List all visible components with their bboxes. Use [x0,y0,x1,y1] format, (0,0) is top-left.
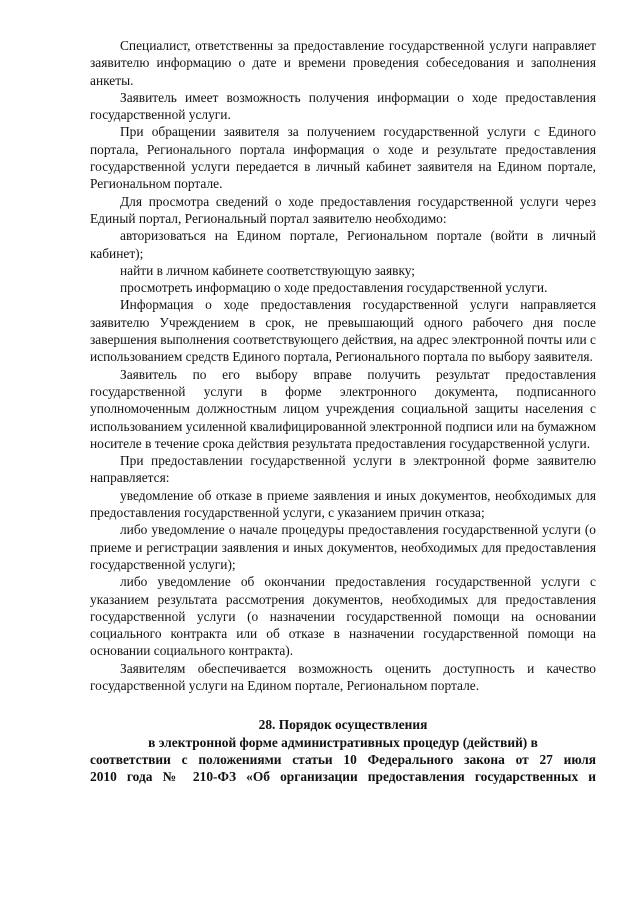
section-heading-line: 28. Порядок осуществления [258,717,428,733]
section-heading-line: соответствии с положениями статьи 10 Федерального закона от 27 июля [90,751,596,767]
document-page [90,37,596,785]
paragraph-status-delivery: Информация о ходе предоставления государственной услуги направляется заявителю Учреждением в срок, не превышающий одного рабочего дня после завершения выполнения соответствующего действия, на адрес электронной почты или с использованием средств Единого портала, Регионального портала по выбору заявителя. [90,297,596,365]
list-item-find-request: найти в личном кабинете соответствующую заявку; [120,262,415,278]
section-heading [90,716,596,785]
list-item-completion-notice: либо уведомление об окончании предоставления государственной услуги с указанием результата рассмотрения документов, необходимых для предоставления государственной услуги (о назначении государственной помощи на основании социального контракта или об отказе в назначении государственной помощи на основании социального контракта). [90,574,596,659]
paragraph-result-choice: Заявитель по его выбору вправе получить результат предоставления государственной услуги в форме электронного документа, подписанного уполномоченным должностным лицом учреждения социальной защиты населения с использованием усиленной квалифицированной электронной подписи или на бумажном носителе в течение срока действия результата предоставления государственной услуги. [90,366,596,451]
paragraph-view-status-intro: Для просмотра сведений о ходе предоставления государственной услуги через Единый портал, Региональный портал заявителю необходимо: [90,193,596,226]
paragraph-specialist: Специалист, ответственны за предоставление государственной услуги направляет заявителю информацию о дате и времени проведения собеседования и заполнения анкеты. [90,38,596,88]
paragraph-electronic-form-intro: При предоставлении государственной услуги в электронной форме заявителю направляется: [90,453,596,486]
section-heading-line: в электронной форме административных процедур (действий) в [148,734,538,750]
paragraph-info-possibility: Заявитель имеет возможность получения информации о ходе предоставления государственной услуги. [90,89,596,123]
section-heading-line: 2010 года № 210-ФЗ «Об организации предоставления государственных и [90,769,596,785]
list-item-view-info: просмотреть информацию о ходе предоставления государственной услуги. [120,280,548,296]
paragraph-quality-evaluation: Заявителям обеспечивается возможность оценить доступность и качество государственной услуги на Едином портале, Региональном портале. [90,660,596,693]
paragraph-portal-request: При обращении заявителя за получением государственной услуги с Единого портала, Регионального портала информация о ходе и результате предоставления государственной услуги передается в личный кабинет заявителя на Едином портале, Региональном портале. [90,124,596,192]
list-item-authorize: авторизоваться на Едином портале, Региональном портале (войти в личный кабинет); [90,228,596,261]
list-item-refusal-notice: уведомление об отказе в приеме заявления и иных документов, необходимых для предоставления государственной услуги, с указанием причин отказа; [90,487,596,521]
list-item-start-notice: либо уведомление о начале процедуры предоставления государственной услуги (о приеме и регистрации заявления и иных документов, необходимых для предоставления государственной услуги); [90,522,596,572]
